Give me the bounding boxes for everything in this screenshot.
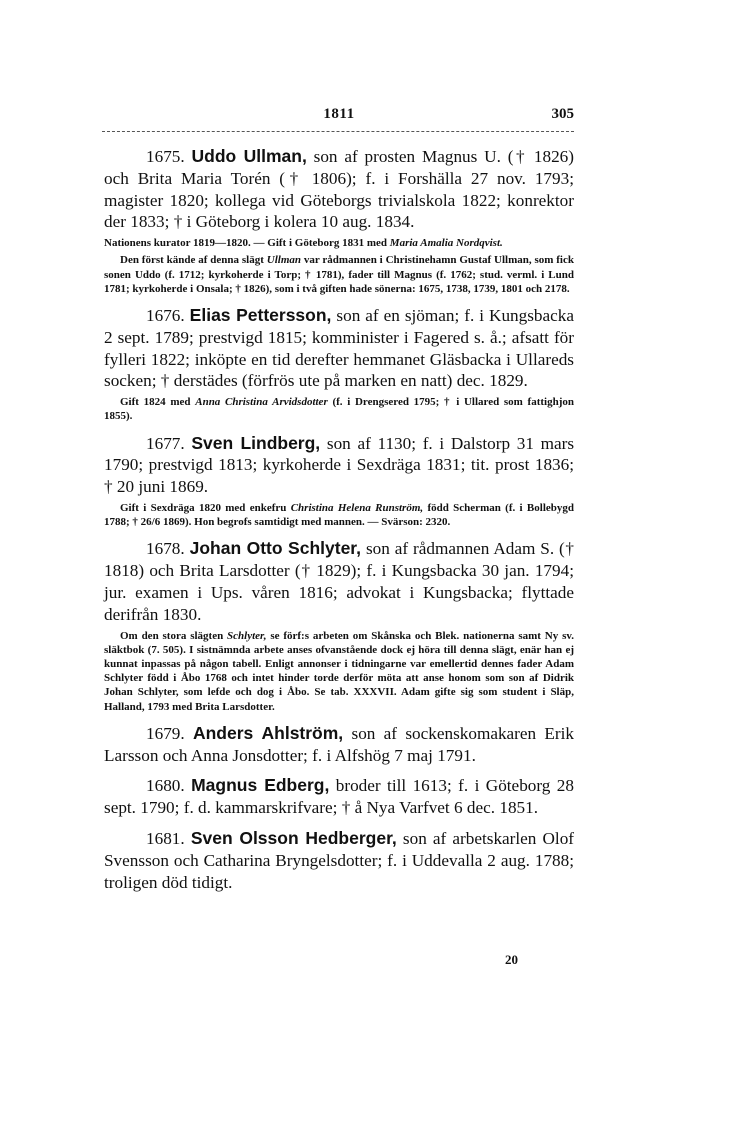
entry-main	[104, 775, 574, 819]
entry-main	[104, 723, 574, 767]
entry-text: son af prosten Magnus U. († 1826) och Brita Maria Torén († 1806); f. i Forshälla 27 nov. 1793; magister 1820; kollega vid Göteborgs trivialskola 1822; konrektor der 1833; † i Göteborg i kolera 10 aug. 1834.	[104, 147, 574, 232]
entry-number: 1680.	[146, 776, 185, 796]
entry-note: Om den stora slägten Schlyter, se förf:s arbeten om Skånska och Blek. nationerna samt Ny sv. släktbok (7. 505). I sistnämnda arbete anses ofvanstående dock ej höra till denna slägt, enär han ej kunnat inpassas på någon tabell. Enligt annonser i tidningarne var emellertid dennes fader Adam Schlyter född i Åbo 1768 och intet hinder torde derför möta att anse honom som son af Didrik Johan Schlyter, som lefde och dog i Åbo. Se tab. XXXVII. Adam gifte sig som student i Släp, Halland, 1793 med Brita Larsdotter.	[104, 629, 574, 713]
entry-text: son af sockenskomakaren Erik Larsson och Anna Jonsdotter; f. i Alfshög 7 maj 1791.	[104, 723, 575, 765]
entry-number: 1676.	[146, 306, 185, 325]
entry-name: Sven Lindberg,	[191, 432, 321, 453]
entry-note: Den först kände af denna slägt Ullman var rådmannen i Christinehamn Gustaf Ullman, som fick sonen Uddo (f. 1712; kyrkoherde i Torp; † 1781), fader till Magnus (f. 1762; stud. verml. i Lund 1781; kyrkoherde i Onsala; † 1826), som i två giften hade sönerna: 1675, 1738, 1739, 1801 och 2178.	[104, 254, 574, 295]
entry-note: Nationens kurator 1819—1820. — Gift i Göteborg 1831 med Maria Amalia Nordqvist.	[104, 237, 503, 250]
entry-text: son af 1130; f. i Dalstorp 31 mars 1790; prestvigd 1813; kyrkoherde i Sexdräga 1831; tit. prost 1836; † 20 juni 1869.	[104, 433, 575, 497]
header-year: 1811	[323, 106, 355, 122]
entry	[104, 146, 574, 296]
entry-note: Gift 1824 med Anna Christina Arvidsdotter (f. i Drengsered 1795; † i Ullared som fattighjon 1855).	[104, 396, 575, 423]
running-header	[104, 106, 574, 126]
entry-main	[104, 146, 574, 233]
page-number: 305	[551, 106, 574, 122]
entry-number: 1681.	[146, 828, 185, 848]
entry-number: 1675.	[146, 147, 185, 166]
entry-name: Anders Ahlström,	[192, 722, 344, 743]
entry-main	[104, 538, 574, 625]
entry-note: Gift i Sexdräga 1820 med enkefru Christina Helena Runström, född Scherman (f. i Bollebygd 1788; † 26/6 1869). Hon begrofs samtidigt med mannen. — Svärson: 2320.	[104, 501, 574, 529]
entry-number: 1678.	[146, 539, 185, 559]
entry-name: Uddo Ullman,	[191, 146, 307, 166]
header-rule	[102, 131, 574, 132]
entry-name: Sven Olsson Hedberger,	[190, 827, 397, 848]
entry-name: Magnus Edberg,	[191, 775, 330, 796]
entry	[104, 538, 574, 713]
entry-text: broder till 1613; f. i Göteborg 28 sept. 1790; f. d. kammarskrifvare; † å Nya Varfvet 6 dec. 1851.	[104, 776, 574, 818]
entry-text: son af arbetskarlen Olof Svensson och Catharina Bryngelsdotter; f. i Uddevalla 2 aug. 1788; troligen död tidigt.	[104, 828, 575, 892]
entry	[104, 723, 574, 767]
entries-column	[104, 146, 574, 902]
entry-number: 1677.	[146, 433, 185, 453]
entry-text: son af en sjöman; f. i Kungsbacka 2 sept. 1789; prestvigd 1815; komminister i Fagered s. å.; afsatt för fylleri 1822; inköpte en tid derefter hemmanet Gläsbacka i Ullareds socken; † derstädes (förfrös ute på marken en natt) dec. 1829.	[104, 306, 574, 391]
entry-number: 1679.	[146, 723, 185, 743]
entry-name: Johan Otto Schlyter,	[189, 538, 362, 559]
entry-name: Elias Pettersson,	[189, 305, 332, 325]
entry-main	[104, 305, 574, 392]
signature-mark: 20	[505, 952, 518, 967]
entry-main	[104, 433, 574, 498]
entry	[104, 305, 574, 424]
entry-main	[104, 828, 574, 893]
entry	[104, 775, 574, 819]
entry	[104, 433, 574, 530]
entry-text: son af rådmannen Adam S. († 1818) och Brita Larsdotter († 1829); f. i Kungsbacka 30 jan. 1794; jur. examen i Ups. våren 1816; advokat i Kungsbacka; flyttade derifrån 1830.	[104, 539, 574, 624]
entry	[104, 828, 574, 893]
